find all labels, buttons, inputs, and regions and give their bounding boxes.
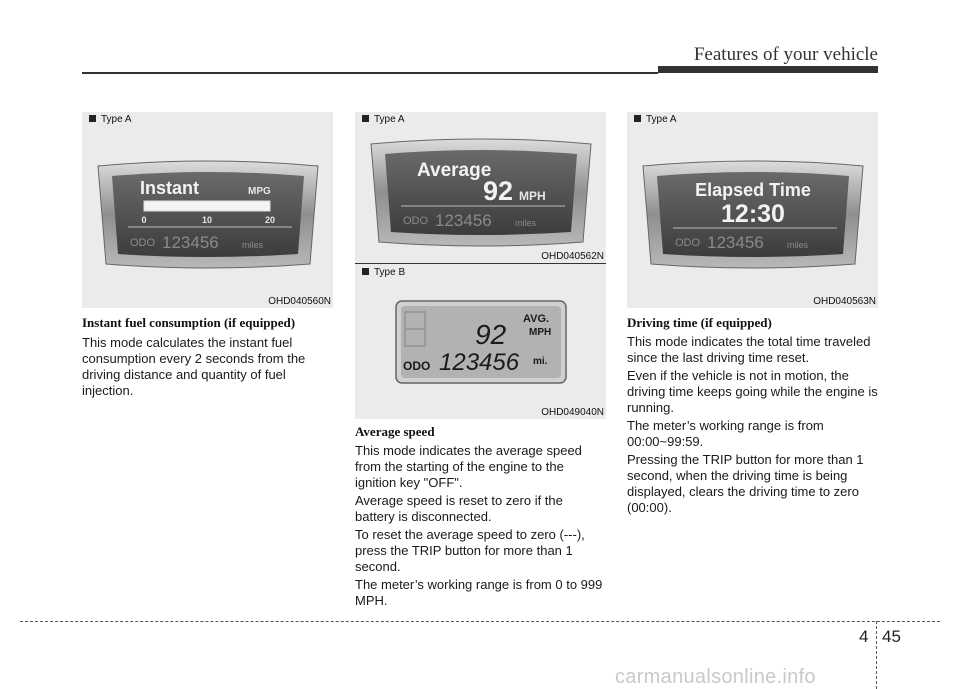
- figure-type-label: Type B: [362, 267, 405, 278]
- display-unit: MPH: [519, 189, 546, 203]
- bullet-square-icon: [89, 115, 96, 122]
- lcd-display-illustration: [395, 300, 567, 384]
- section-heading: Average speed: [355, 424, 435, 439]
- figure-average-speed-b: [355, 263, 606, 419]
- section-instant-fuel: [82, 315, 333, 401]
- odo-label: ODO: [130, 237, 156, 249]
- section-body: [82, 335, 333, 399]
- display-title: Average: [417, 160, 492, 181]
- lcd-value: 92: [475, 319, 507, 350]
- figure-type-label: Type A: [362, 114, 405, 125]
- paragraph: This mode indicates the average speed from the starting of the engine to the ignition key "OFF".: [355, 443, 582, 490]
- instant-display-illustration: [92, 160, 324, 272]
- paragraph: This mode indicates the total time traveled since the last driving time reset.: [627, 334, 871, 365]
- lcd-avg-label: AVG.: [523, 313, 550, 325]
- paragraph: Average speed is reset to zero if the battery is disconnected.: [355, 493, 563, 524]
- paragraph: The meter’s working range is from 00:00~99:59.: [627, 418, 824, 449]
- odo-unit: mi.: [533, 356, 548, 367]
- figure-elapsed-time: [627, 112, 878, 308]
- scale-tick-label: 20: [264, 215, 276, 225]
- paragraph: Pressing the TRIP button for more than 1 second, when the driving time is being displayed, clears the driving time to zero (00:00).: [627, 452, 864, 515]
- footer-rule: [20, 621, 940, 622]
- header-rule-accent: [658, 66, 878, 73]
- section-driving-time: [627, 315, 878, 518]
- figure-average-speed-a: [355, 112, 606, 263]
- odo-value: 123456: [439, 349, 520, 376]
- display-value: 12:30: [721, 200, 785, 228]
- header-rule: [82, 72, 658, 74]
- odo-unit: miles: [515, 218, 537, 228]
- page-number: 45: [882, 627, 901, 646]
- paragraph: The meter’s working range is from 0 to 999 MPH.: [355, 577, 603, 608]
- figure-code: OHD049040N: [541, 407, 604, 418]
- section-heading: Driving time (if equipped): [627, 315, 772, 330]
- display-unit: MPG: [248, 186, 271, 197]
- display-value: 92: [483, 176, 514, 206]
- scale-tick-label: 0: [141, 215, 147, 225]
- display-title: Instant: [140, 178, 200, 198]
- elapsed-display-illustration: [637, 160, 869, 272]
- lcd-unit: MPH: [529, 327, 552, 338]
- odo-label: ODO: [403, 215, 429, 227]
- odo-value: 123456: [162, 233, 219, 252]
- figure-instant-fuel: [82, 112, 333, 308]
- watermark: carmanualsonline.info: [615, 666, 816, 688]
- figure-code: OHD040563N: [813, 296, 876, 307]
- figure-type-label: Type A: [634, 114, 677, 125]
- paragraph: Even if the vehicle is not in motion, the driving time keeps going while the engine is running.: [627, 368, 878, 415]
- bullet-square-icon: [362, 115, 369, 122]
- odo-label: ODO: [675, 237, 701, 249]
- odo-unit: miles: [787, 240, 809, 250]
- chapter-number: 4: [859, 627, 869, 646]
- scale-tick-label: 10: [201, 215, 213, 225]
- page-number-separator: [876, 621, 877, 689]
- odo-value: 123456: [707, 233, 764, 252]
- section-average-speed: [355, 424, 606, 611]
- paragraph: This mode calculates the instant fuel consumption every 2 seconds from the driving distance and quantity of fuel injection.: [82, 335, 306, 398]
- bullet-square-icon: [634, 115, 641, 122]
- paragraph: To reset the average speed to zero (---), press the TRIP button for more than 1 second.: [355, 527, 585, 574]
- bullet-square-icon: [362, 268, 369, 275]
- odo-value: 123456: [435, 211, 492, 230]
- section-body: [355, 443, 606, 609]
- instant-bar-frame: [144, 201, 270, 211]
- figure-type-label: Type A: [89, 114, 132, 125]
- odo-unit: miles: [242, 240, 264, 250]
- running-header-title: Features of your vehicle: [693, 44, 878, 65]
- odo-label: ODO: [403, 359, 431, 373]
- figure-code: OHD040562N: [541, 251, 604, 262]
- section-body: [627, 334, 878, 516]
- average-display-illustration: [365, 138, 597, 250]
- figure-code: OHD040560N: [268, 296, 331, 307]
- section-heading: Instant fuel consumption (if equipped): [82, 315, 296, 330]
- display-title: Elapsed Time: [695, 180, 811, 200]
